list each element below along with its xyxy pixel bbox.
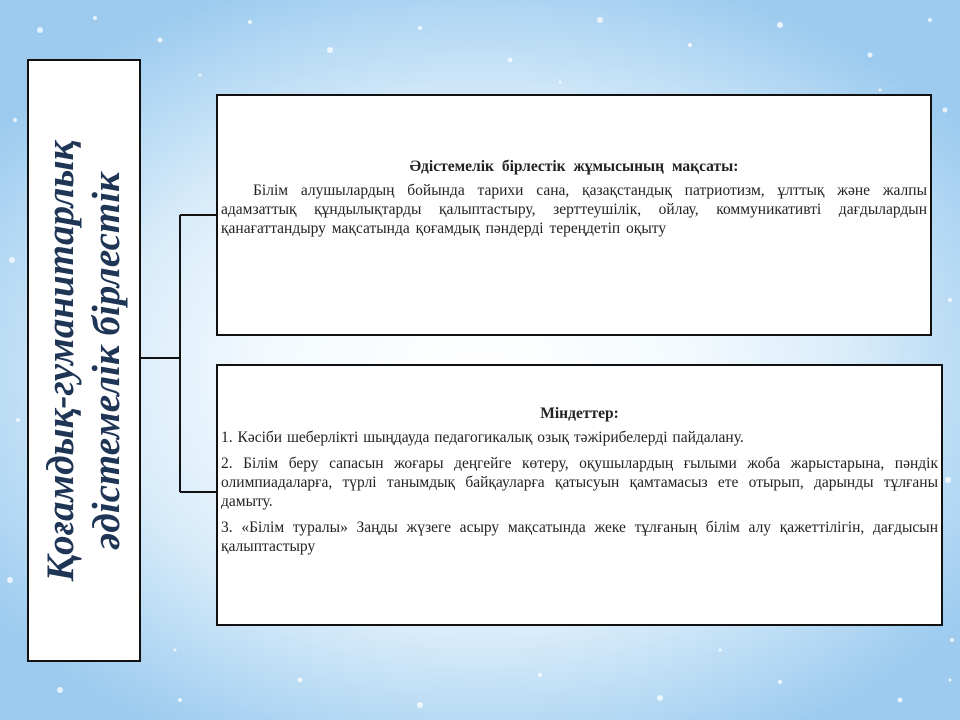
association-name-line2: әдістемелік бірлестік — [85, 171, 128, 550]
association-name-line1: Қоғамдық-гуманитарлық — [39, 140, 82, 581]
tasks-box — [216, 364, 943, 626]
task-item-3: 3. «Білім туралы» Заңды жүзеге асыру мақсатында жеке тұлғаның білім алу қажеттілігін, дағдысын қалыптастыру — [221, 519, 938, 555]
task-item-1: 1. Кәсіби шеберлікті шыңдауда педагогикалық озық тәжірибелерді пайдалану. — [221, 429, 744, 446]
goal-title: Әдістемелік бірлестік жұмысының мақсаты: — [409, 158, 739, 175]
task-item-2: 2. Білім беру сапасын жоғары деңгейге көтеру, оқушылардың ғылыми жоба жарыстарына, пәндік олимпиадаларға, түрлі танымдық байқауларға қатысуын қамтамасыз ете отырып, дарынды тұлғаны дамыту. — [221, 455, 938, 510]
goal-text: Білім алушылардың бойында тарихи сана, қазақстандық патриотизм, ұлттық және жалпы адамзаттық құндылықтарды қалыптастыру, зерттеушілік, ойлау, коммуникативті дағдылардын қанағаттандыру мақсатында қоғамдық пәндерді тереңдетіп оқыту — [221, 182, 927, 237]
tasks-title: Міндеттер: — [540, 405, 619, 422]
goal-box — [216, 94, 932, 336]
